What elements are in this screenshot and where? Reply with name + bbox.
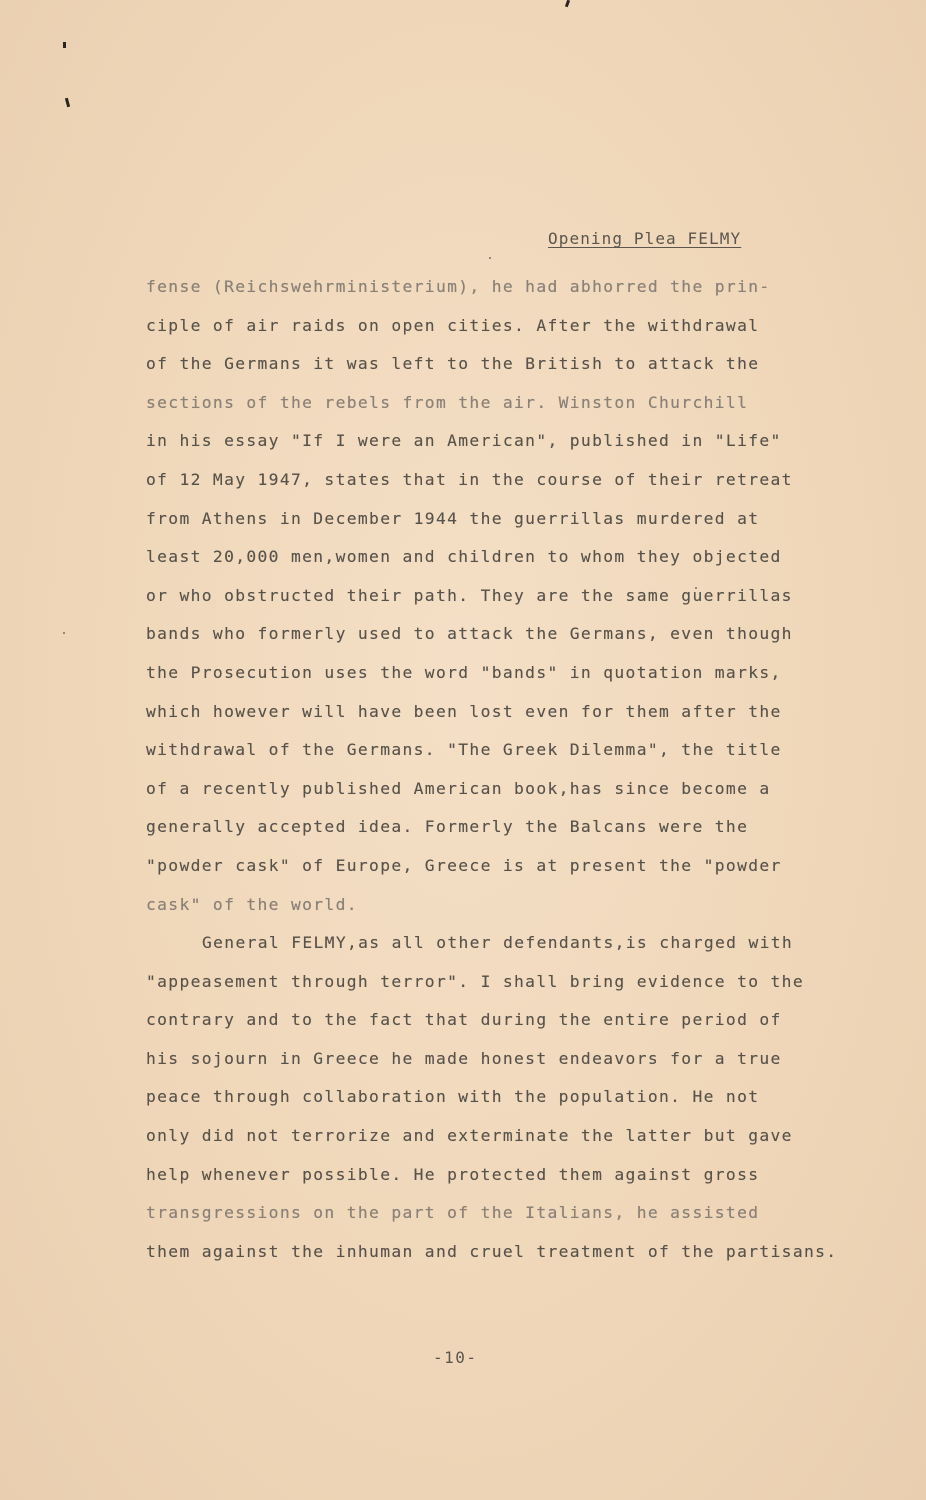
- paper-speck: [489, 257, 491, 259]
- margin-mark: [63, 42, 66, 48]
- text-line: or who obstructed their path. They are the same guerrillas: [146, 585, 793, 605]
- text-line: only did not terrorize and exterminate the latter but gave: [146, 1126, 793, 1146]
- text-line: of 12 May 1947, states that in the course of their retreat: [146, 469, 793, 489]
- text-line: which however will have been lost even for them after the: [146, 701, 782, 721]
- text-line: in his essay "If I were an American", published in "Life": [146, 431, 782, 451]
- margin-mark: [65, 98, 70, 107]
- page-number: -10-: [433, 1348, 478, 1367]
- text-line: peace through collaboration with the population. He not: [146, 1087, 760, 1107]
- margin-mark: [565, 0, 570, 7]
- text-line: his sojourn in Greece he made honest endeavors for a true: [146, 1048, 782, 1068]
- text-line: the Prosecution uses the word "bands" in quotation marks,: [146, 662, 782, 682]
- text-line: contrary and to the fact that during the entire period of: [146, 1010, 782, 1030]
- text-line: cask" of the world.: [146, 894, 358, 914]
- text-line: fense (Reichswehrministerium), he had abhorred the prin-: [146, 277, 771, 296]
- text-line: them against the inhuman and cruel treatment of the partisans.: [146, 1241, 838, 1261]
- paragraph-start-line: General FELMY,as all other defendants,is charged with: [202, 933, 794, 953]
- text-line: of a recently published American book,has since become a: [146, 778, 771, 798]
- text-line: of the Germans it was left to the British to attack the: [146, 354, 760, 374]
- text-line: bands who formerly used to attack the Germans, even though: [146, 624, 793, 644]
- text-line: "powder cask" of Europe, Greece is at present the "powder: [146, 855, 782, 875]
- text-line: withdrawal of the Germans. "The Greek Dilemma", the title: [146, 740, 782, 760]
- document-header: Opening Plea FELMY: [548, 229, 742, 248]
- text-line: sections of the rebels from the air. Winston Churchill: [146, 392, 749, 412]
- text-line: "appeasement through terror". I shall bring evidence to the: [146, 971, 804, 991]
- text-line: from Athens in December 1944 the guerrillas murdered at: [146, 508, 760, 528]
- text-line: generally accepted idea. Formerly the Balcans were the: [146, 817, 749, 837]
- text-line: help whenever possible. He protected them against gross: [146, 1164, 760, 1184]
- text-line: least 20,000 men,women and children to whom they objected: [146, 547, 782, 567]
- text-line: transgressions on the part of the Italians, he assisted: [146, 1203, 760, 1223]
- paper-speck: [63, 632, 65, 634]
- body-text: [146, 268, 846, 1271]
- text-line: ciple of air raids on open cities. After the withdrawal: [146, 315, 760, 335]
